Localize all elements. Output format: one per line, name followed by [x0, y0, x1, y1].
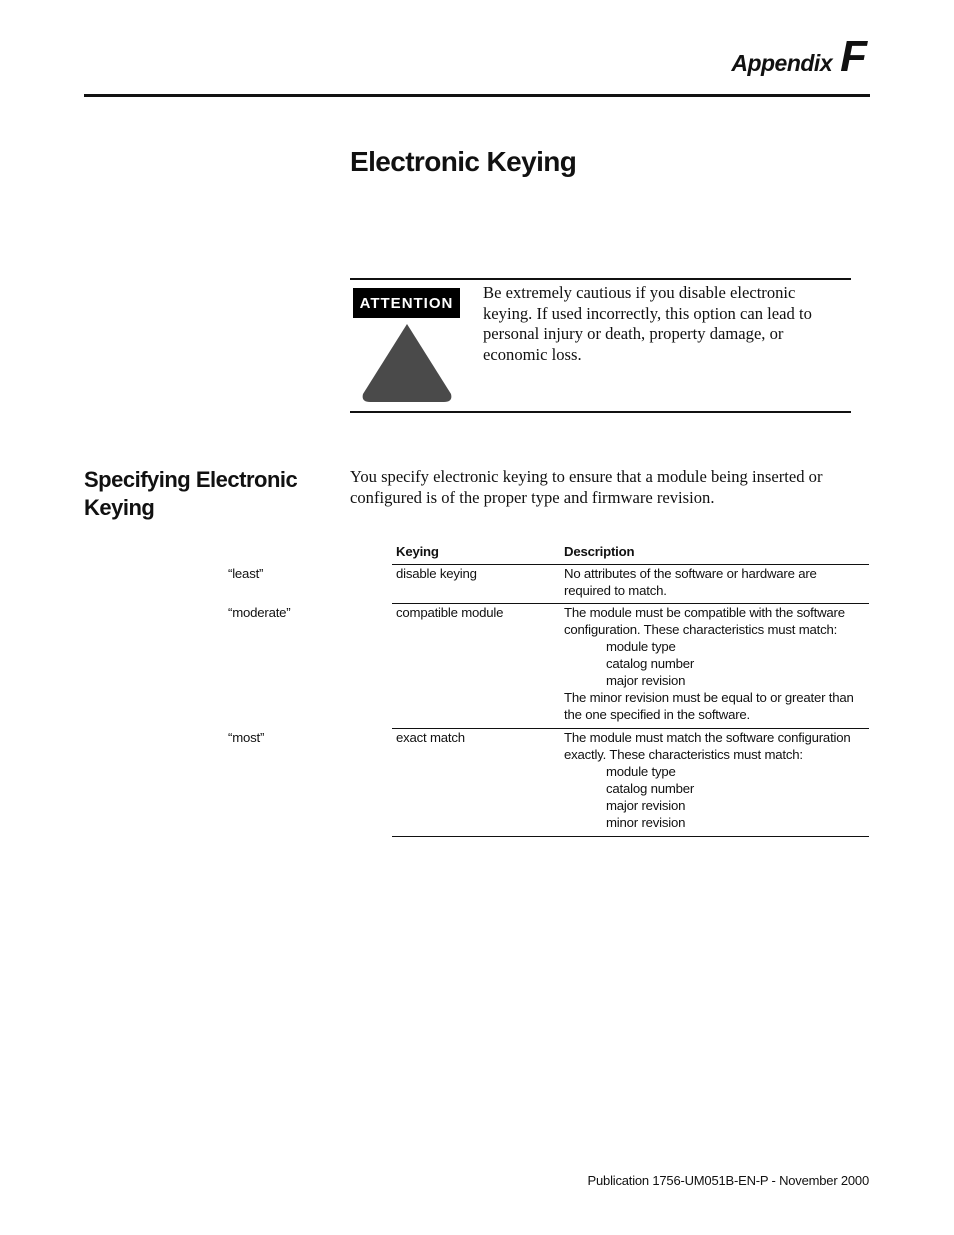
- row-level-label: “most”: [228, 730, 265, 745]
- attention-text: Be extremely cautious if you disable electronic keying. If used incorrectly, this option can lead to personal injury or death, property damage, or economic loss.: [483, 283, 812, 364]
- row-keying: exact match: [396, 730, 465, 745]
- appendix-label: [731, 32, 867, 82]
- column-header-keying: Keying: [396, 544, 439, 559]
- row-level-label: “least”: [228, 566, 264, 581]
- row-description: [564, 565, 864, 599]
- row-keying: compatible module: [396, 605, 504, 620]
- appendix-word: Appendix: [731, 50, 833, 76]
- characteristic-item: major revision: [606, 798, 686, 813]
- column-header-description: Description: [564, 544, 635, 559]
- table-bottom-rule: [392, 836, 869, 837]
- description-line: The module must be compatible with the software: [564, 605, 845, 620]
- publication-footer: Publication 1756-UM051B-EN-P - November 2000: [587, 1173, 869, 1188]
- attention-bottom-rule: [350, 411, 851, 413]
- characteristic-item: catalog number: [606, 781, 695, 796]
- description-line: exactly. These characteristics must match:: [564, 747, 803, 762]
- attention-badge: ATTENTION: [353, 288, 460, 318]
- characteristic-item: major revision: [606, 673, 686, 688]
- description-line: required to match.: [564, 583, 667, 598]
- section-heading: Specifying Electronic Keying: [84, 467, 298, 520]
- section-intro: You specify electronic keying to ensure that a module being inserted or configured is of the proper type and firmware revision.: [350, 467, 823, 507]
- row-keying: disable keying: [396, 566, 477, 581]
- page-title: Electronic Keying: [350, 146, 577, 177]
- description-line: configuration. These characteristics must match:: [564, 622, 838, 637]
- description-line: The module must match the software configuration: [564, 730, 851, 745]
- characteristic-item: module type: [606, 639, 676, 654]
- characteristic-item: module type: [606, 764, 676, 779]
- attention-top-rule: [350, 278, 851, 280]
- row-description: [564, 729, 864, 831]
- appendix-letter: F: [840, 32, 867, 81]
- characteristic-item: catalog number: [606, 656, 695, 671]
- characteristic-item: minor revision: [606, 815, 686, 830]
- warning-triangle-icon: [360, 320, 454, 404]
- description-line: No attributes of the software or hardware are: [564, 566, 817, 581]
- description-note-line: The minor revision must be equal to or greater than: [564, 690, 854, 705]
- row-description: [564, 604, 864, 723]
- description-note-line: the one specified in the software.: [564, 707, 751, 722]
- row-level-label: “moderate”: [228, 605, 291, 620]
- header-rule: [84, 94, 870, 97]
